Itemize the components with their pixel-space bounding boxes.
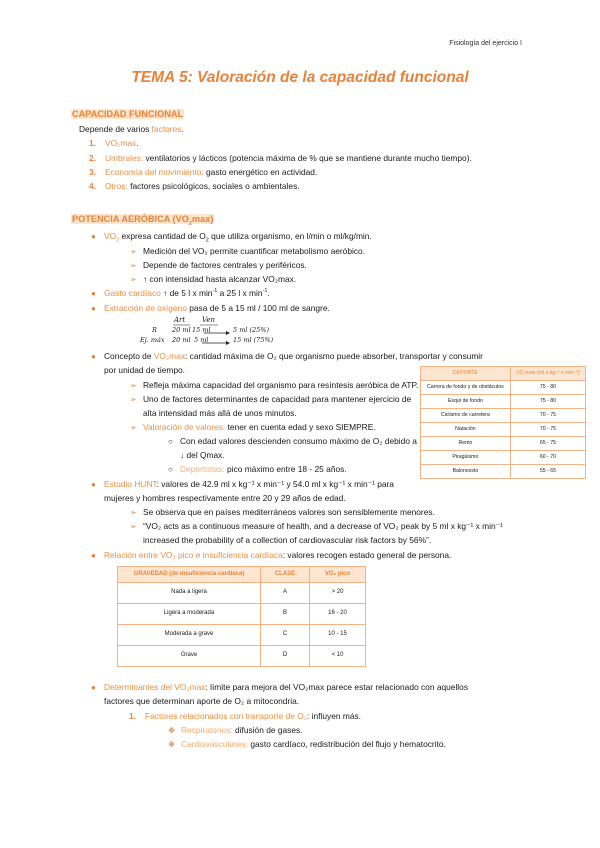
table-cell: < 10 — [310, 646, 366, 667]
list-item — [89, 181, 300, 191]
vo2-label: VO — [104, 231, 117, 241]
sub-bullet — [130, 521, 503, 532]
bullet-icon: ● — [91, 289, 96, 298]
gasto-text: ↑ de 5 l x min — [160, 288, 213, 298]
table-cell: B — [261, 604, 310, 625]
list-item — [129, 711, 361, 721]
table-row — [421, 381, 586, 395]
diamond-bullet — [168, 725, 303, 736]
sub-bullet-text: Refleja máxima capacidad del organismo para resíntesis aeróbica de ATP. — [143, 380, 419, 390]
section-heading-capacidad — [71, 109, 184, 120]
table-cell: 16 - 20 — [310, 604, 366, 625]
list-text: factores psicológicos, sociales o ambientales. — [127, 181, 300, 191]
table-header-row — [421, 367, 586, 381]
table-cell: C — [261, 625, 310, 646]
intro-factores: factores — [151, 124, 182, 134]
table-cell: Esquí de fondo — [421, 395, 511, 409]
sub-bullet — [130, 274, 296, 285]
table-cell: A — [261, 583, 310, 604]
sub-bullet-text: Se observa que en países mediterráneos valores son sensiblemente menores. — [143, 507, 435, 517]
sub-bullet-text: Medición del VO₂ permite cuantificar metabolismo aeróbico. — [143, 246, 366, 256]
intro-dot: . — [181, 124, 184, 134]
table-header: VO₂ pico — [310, 567, 366, 583]
relacion-label: Relación entre VO₂ pico e insuficiencia cardíaca — [104, 550, 283, 560]
cardio-label: Cardiovasculares: — [181, 739, 249, 749]
table-row — [421, 465, 586, 479]
section-heading-potencia — [71, 214, 214, 225]
extraccion-label: Extracción de oxígeno — [104, 303, 187, 313]
arrow-bullet-icon: ➢ — [130, 508, 137, 517]
table-cell: Moderada a grave — [118, 625, 261, 646]
table-row — [118, 625, 366, 646]
hunt-text: : valores de 42.9 ml x kg⁻¹ x min⁻¹ y 54.0 ml x kg⁻¹ x min⁻¹ para — [156, 479, 394, 489]
sub-bullet — [130, 246, 365, 257]
sub-bullet-cont: alta intensidad más allá de unos minutos. — [143, 408, 297, 418]
list-text: ventilatorios y lácticos (potencia máxima de % que se mantiene durante mucho tiempo). — [143, 153, 472, 163]
gasto-sup: -1 — [212, 288, 218, 295]
table-cell: Ligera a moderada — [118, 604, 261, 625]
sub-bullet-text: tener en cuenta edad y sexo SIEMPRE. — [225, 422, 376, 432]
list-number: 1. — [89, 138, 96, 148]
determinantes-cont: factores que determinan aporte de O₂ a mitocondria. — [104, 696, 300, 706]
sub-sub-bullet — [168, 436, 417, 447]
diamond-bullet-icon: ❖ — [168, 726, 176, 735]
bullet-gasto — [91, 288, 270, 299]
bullet-hunt — [91, 479, 394, 490]
gasto-text: a 25 l x min — [217, 288, 263, 298]
vo2-sub: 2 — [116, 237, 120, 244]
sub-bullet-cont: increased the probability of a collection of cardiovascular risk factors by 56%”. — [143, 535, 432, 545]
diamond-text: difusión de gases. — [232, 725, 303, 735]
diamond-bullet — [168, 739, 446, 750]
circle-bullet-icon: ○ — [168, 437, 173, 446]
sketch-value: 5 ml — [194, 336, 209, 344]
list-text: . — [136, 138, 139, 148]
table-cell: 70 - 75 — [510, 423, 585, 437]
sketch-col-art: Art — [174, 316, 186, 324]
sub-bullet-text: Uno de factores determinantes de capacidad para mantener ejercicio de — [143, 394, 412, 404]
table-cell: Natación — [421, 423, 511, 437]
extraccion-text: pasa de 5 a 15 ml / 100 ml de sangre. — [186, 303, 330, 313]
table-header: CLASE — [261, 567, 310, 583]
table-header: VO₂max (ml x kg⁻¹ x min⁻¹) — [510, 367, 585, 381]
hunt-cont: mujeres y hombres respectivamente entre 20 y 29 años de edad. — [104, 493, 346, 503]
sub-bullet — [130, 422, 376, 433]
table-cell: Ciclismo de carretera — [421, 409, 511, 423]
bullet-relacion — [91, 550, 451, 561]
sub-sub-text: pico máximo entre 18 - 25 años. — [224, 464, 347, 474]
table-cell: 65 - 75 — [510, 437, 585, 451]
resp-label: Respiratorios: — [181, 725, 233, 735]
arrow-bullet-icon: ➢ — [130, 423, 137, 432]
list-item — [89, 138, 139, 148]
heading-part: max) — [191, 214, 214, 224]
gasto-text: . — [267, 288, 270, 298]
sketch-value: 15 ml — [192, 326, 211, 334]
list-label: VO₂max — [105, 138, 137, 148]
table-row — [421, 423, 586, 437]
sub-bullet — [130, 260, 307, 271]
gasto-sup: -1 — [262, 288, 268, 295]
bullet-icon: ● — [91, 683, 96, 692]
sub-bullet-text: Depende de factores centrales y periféricos. — [143, 260, 307, 270]
table-cell: Baloncesto — [421, 465, 511, 479]
vo2-text: que utiliza organismo, en l/min o ml/kg/min. — [208, 231, 372, 241]
sub-bullet-text: ↑ con intensidad hasta alcanzar VO₂max. — [143, 274, 297, 284]
sub-bullet-text: “VO₂ acts as a continuous measure of health, and a decrease of VO₂ peak by 5 ml x kg⁻¹ x min⁻¹ — [143, 521, 503, 531]
factores-label: Factores relacionados con transporte de O₂ — [145, 711, 307, 721]
gravedad-table — [117, 566, 366, 667]
heading-sub: 2 — [188, 220, 192, 227]
table-cell: Nada a ligera — [118, 583, 261, 604]
list-item — [89, 153, 472, 163]
determinantes-label: Determinantes del VO₂max — [104, 682, 206, 692]
arrow-bullet-icon: ➢ — [130, 522, 137, 531]
arrow-bullet-icon: ➢ — [130, 275, 137, 284]
sports-vo2-table — [420, 366, 586, 479]
diamond-bullet-icon: ❖ — [168, 740, 176, 749]
list-text: gasto energético en actividad. — [203, 167, 318, 177]
table-cell: > 20 — [310, 583, 366, 604]
arrow-bullet-icon: ➢ — [130, 261, 137, 270]
list-number: 4. — [89, 181, 96, 191]
table-cell: 75 - 80 — [510, 395, 585, 409]
list-label: Economía del movimiento: — [105, 167, 204, 177]
sketch-label: Ej. máx — [140, 336, 165, 344]
table-cell: Piragüismo — [421, 451, 511, 465]
hunt-label: Estudio HUNT — [104, 479, 157, 489]
table-row — [118, 646, 366, 667]
bullet-determinantes — [91, 682, 468, 693]
table-cell: 70 - 75 — [510, 409, 585, 423]
table-header: GRAVEDAD (de insuficiencia cardíaca) — [118, 567, 261, 583]
diamond-text: gasto cardíaco, redistribución del flujo y hematocrito. — [248, 739, 446, 749]
table-row — [421, 395, 586, 409]
concepto-text: Concepto de — [104, 351, 154, 361]
list-number: 3. — [89, 167, 96, 177]
list-item — [89, 167, 317, 177]
arrow-bullet-icon: ➢ — [130, 395, 137, 404]
bullet-icon: ● — [91, 551, 96, 560]
concepto-cont: por unidad de tiempo. — [104, 365, 186, 375]
sub-bullet — [130, 380, 418, 391]
sketch-label: R — [152, 326, 157, 334]
table-cell: Grave — [118, 646, 261, 667]
sketch-value: 20 ml — [172, 326, 191, 334]
section-heading-text — [71, 214, 214, 227]
page-title: TEMA 5: Valoración de la capacidad funcional — [131, 69, 469, 86]
vo2-text: expresa cantidad de O — [119, 231, 206, 241]
concepto-text: : cantidad máxima de O₂ que organismo puede absorber, transportar y consumir — [185, 351, 483, 361]
list-number: 1. — [129, 711, 136, 721]
bullet-vo2 — [91, 231, 372, 242]
list-label: Umbrales: — [105, 153, 144, 163]
table-row — [118, 583, 366, 604]
capacidad-intro — [79, 124, 184, 134]
sketch-value: 5 ml (25%) — [233, 326, 270, 334]
list-number: 2. — [89, 153, 96, 163]
table-row — [421, 451, 586, 465]
concepto-label: VO₂max — [153, 351, 186, 361]
table-cell: Remo — [421, 437, 511, 451]
table-cell: D — [261, 646, 310, 667]
sub-bullet — [130, 394, 411, 405]
table-cell: Carrera de fondo y de obstáculos — [421, 381, 511, 395]
vo2-sub: 2 — [205, 237, 209, 244]
list-label: Otros: — [105, 181, 128, 191]
table-cell: 60 - 70 — [510, 451, 585, 465]
sub-sub-bullet — [168, 464, 347, 475]
bullet-icon: ● — [91, 232, 96, 241]
table-row — [421, 437, 586, 451]
course-name: Fisiología del ejercicio I — [449, 40, 522, 47]
list-text: : influyen más. — [307, 711, 361, 721]
bullet-icon: ● — [91, 304, 96, 313]
handwritten-sketch — [140, 316, 290, 348]
sub-bullet — [130, 507, 435, 518]
heading-part: POTENCIA AERÓBICA (VO — [72, 214, 189, 224]
circle-bullet-icon: ○ — [168, 465, 173, 474]
bullet-extraccion — [91, 303, 330, 314]
determinantes-text: : límite para mejora del VO₂max parece estar relacionado con aquellos — [205, 682, 469, 692]
table-cell: 10 - 15 — [310, 625, 366, 646]
sketch-col-ven: Ven — [202, 316, 216, 324]
sketch-value: 20 ml — [172, 336, 191, 344]
sub-sub-text: Con edad valores descienden consumo máximo de O₂ debido a — [180, 436, 417, 446]
table-header: DEPORTE — [421, 367, 511, 381]
intro-text: Depende de varios — [79, 124, 152, 134]
table-row — [118, 604, 366, 625]
bullet-icon: ● — [91, 352, 96, 361]
table-row — [421, 409, 586, 423]
section-heading-text: CAPACIDAD FUNCIONAL — [72, 109, 184, 119]
arrow-bullet-icon: ➢ — [130, 247, 137, 256]
table-cell: 55 - 65 — [510, 465, 585, 479]
sketch-value: 15 ml (75%) — [233, 336, 274, 344]
deportistas-label: Deportistas: — [180, 464, 225, 474]
relacion-text: : valores recogen estado general de persona. — [282, 550, 452, 560]
bullet-icon: ● — [91, 480, 96, 489]
sub-sub-cont: ↓ del Qmax. — [180, 450, 225, 460]
table-header-row — [118, 567, 366, 583]
valoracion-label: Valoración de valores: — [143, 422, 226, 432]
gasto-label: Gasto cardíaco — [104, 288, 161, 298]
table-cell: 75 - 80 — [510, 381, 585, 395]
arrow-bullet-icon: ➢ — [130, 381, 137, 390]
bullet-concepto — [91, 351, 483, 362]
